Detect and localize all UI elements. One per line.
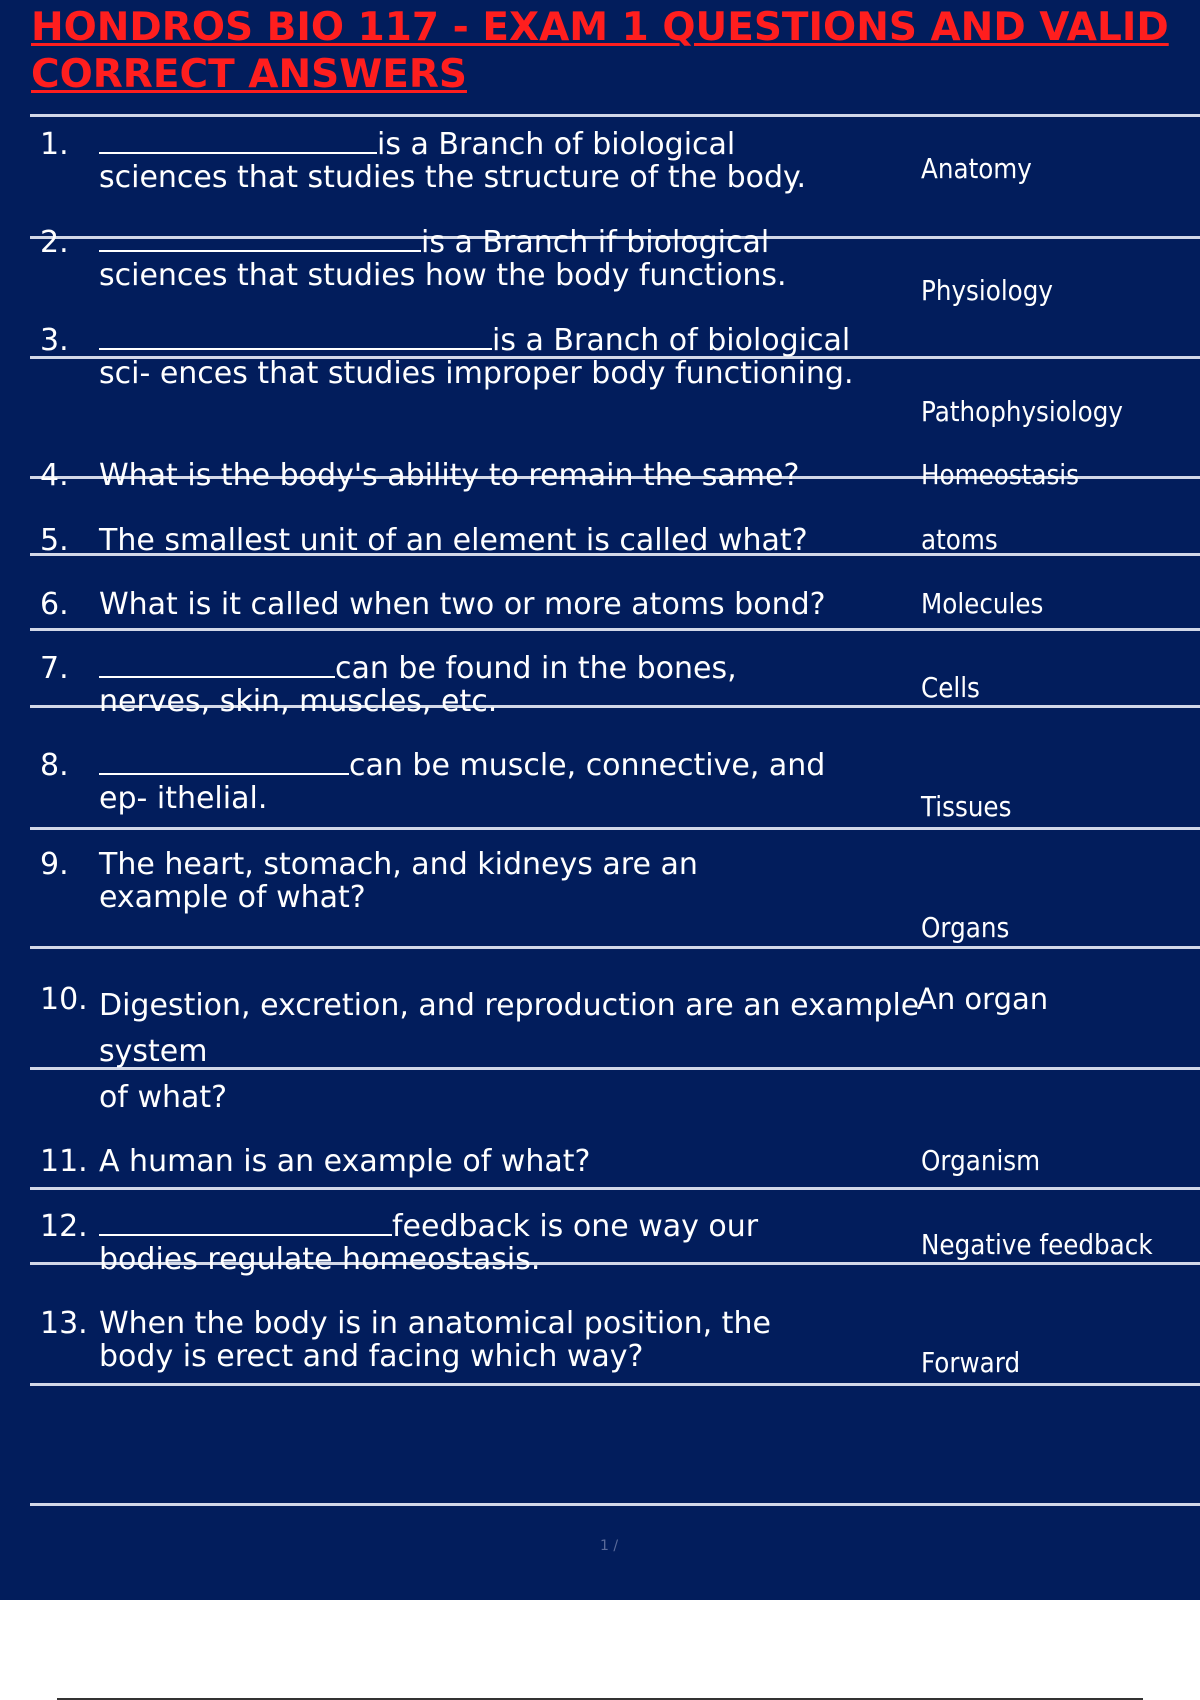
answer-text: Tissues — [921, 790, 1012, 823]
question-number: 10. — [40, 982, 88, 1017]
document-title: HONDROS BIO 117 - EXAM 1 QUESTIONS AND VALID CORRECT ANSWERS — [31, 5, 1169, 97]
page-number: 1 / — [600, 1538, 619, 1554]
divider-line — [30, 946, 1200, 949]
question-text: A human is an example of what? — [99, 1144, 591, 1179]
question-text: What is the body's ability to remain the same? — [99, 458, 800, 493]
answer-text: Anatomy — [921, 152, 1032, 185]
answer-text: Homeostasis — [921, 458, 1079, 491]
answer-text: Molecules — [921, 587, 1044, 620]
question-text: can be muscle, connective, and ep- ithelial. — [99, 748, 826, 816]
question-number: 5. — [40, 523, 69, 558]
answer-blank — [99, 652, 335, 678]
question-number: 12. — [40, 1209, 88, 1244]
question-number: 9. — [40, 847, 69, 882]
question-text: is a Branch of biological sciences that studies the structure of the body. — [99, 127, 807, 195]
answer-blank — [99, 128, 377, 154]
question-number: 4. — [40, 458, 69, 493]
answer-text: Cells — [921, 671, 980, 704]
question-text: Digestion, excretion, and reproduction are an example system of what? — [99, 988, 920, 1115]
divider-line — [30, 1503, 1200, 1506]
answer-text: Negative feedback — [921, 1228, 1153, 1261]
question-text: What is it called when two or more atoms bond? — [99, 587, 826, 622]
divider-line — [30, 1187, 1200, 1190]
divider-line — [30, 827, 1200, 830]
question-number: 11. — [40, 1144, 88, 1179]
divider-line — [30, 114, 1200, 117]
question-number: 8. — [40, 748, 69, 783]
answer-blank — [99, 749, 349, 775]
answer-text: Organs — [921, 911, 1010, 944]
answer-text: atoms — [921, 523, 998, 556]
question-number: 1. — [40, 127, 69, 162]
question-text: is a Branch if biological sciences that studies how the body functions. — [99, 225, 787, 293]
question-text: The smallest unit of an element is called what? — [99, 523, 808, 558]
question-text: can be found in the bones, nerves, skin, muscles, etc. — [99, 651, 737, 719]
answer-text: Organism — [921, 1144, 1041, 1177]
answer-text: An organ — [917, 982, 1049, 1016]
divider-line — [30, 1383, 1200, 1386]
question-text: is a Branch of biological sci- ences that studies improper body functioning. — [99, 323, 854, 391]
answer-blank — [99, 324, 492, 350]
question-number: 3. — [40, 323, 69, 358]
question-text: The heart, stomach, and kidneys are an example of what? — [99, 847, 698, 915]
answer-blank — [99, 1210, 392, 1236]
answer-text: Forward — [921, 1346, 1021, 1379]
divider-line — [30, 628, 1200, 631]
question-number: 6. — [40, 587, 69, 622]
answer-blank — [99, 226, 421, 252]
question-text: feedback is one way our bodies regulate homeostasis. — [99, 1209, 759, 1277]
question-number: 2. — [40, 225, 69, 260]
question-text: When the body is in anatomical position, the body is erect and facing which way? — [99, 1306, 771, 1374]
question-number: 7. — [40, 651, 69, 686]
answer-text: Physiology — [921, 274, 1053, 307]
answer-text: Pathophysiology — [921, 395, 1123, 428]
question-number: 13. — [40, 1306, 88, 1341]
